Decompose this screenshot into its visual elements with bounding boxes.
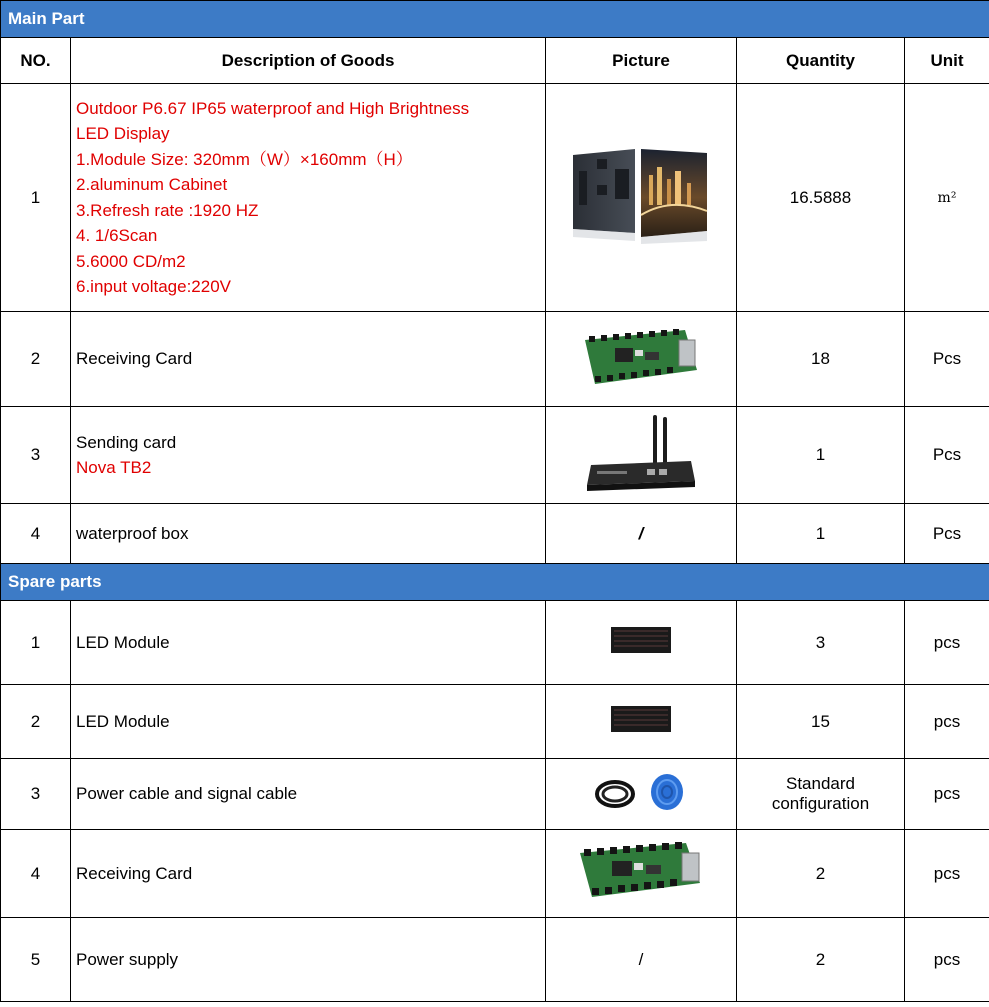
table-row	[1, 830, 989, 918]
row-description	[71, 407, 546, 504]
row-picture	[546, 601, 737, 685]
receiving-card-photo	[581, 326, 701, 388]
row-description: LED Module	[71, 685, 546, 759]
table-row	[1, 918, 989, 1002]
row-picture	[546, 407, 737, 504]
row-unit: Pcs	[905, 312, 989, 407]
desc-line: Sending card	[76, 432, 177, 452]
led-cabinet-photo	[571, 145, 711, 245]
header-picture: Picture	[546, 38, 737, 84]
table-row	[1, 504, 989, 564]
receiving-card-photo	[576, 841, 706, 901]
row-description: LED Module	[71, 601, 546, 685]
table-row	[1, 759, 989, 830]
header-quantity: Quantity	[737, 38, 905, 84]
desc-line: 4. 1/6Scan	[76, 226, 158, 245]
row-description: Receiving Card	[71, 830, 546, 918]
spare-parts-section	[1, 564, 989, 601]
header-no: NO.	[1, 38, 71, 84]
row-no: 3	[1, 759, 71, 830]
row-unit: pcs	[905, 601, 989, 685]
row-unit: pcs	[905, 830, 989, 918]
row-description: Power cable and signal cable	[71, 759, 546, 830]
desc-line: LED Display	[76, 124, 170, 143]
row-no: 1	[1, 601, 71, 685]
row-unit: Pcs	[905, 407, 989, 504]
row-description: Receiving Card	[71, 312, 546, 407]
row-unit: pcs	[905, 685, 989, 759]
desc-line: Outdoor P6.67 IP65 waterproof and High Brightness	[76, 98, 470, 118]
row-no: 4	[1, 830, 71, 918]
row-picture	[546, 84, 737, 312]
table-row	[1, 312, 989, 407]
row-quantity: 1	[737, 504, 905, 564]
led-module-photo	[611, 627, 671, 653]
header-unit: Unit	[905, 38, 989, 84]
row-quantity: 1	[737, 407, 905, 504]
row-quantity: 2	[737, 830, 905, 918]
row-picture	[546, 312, 737, 407]
quantity-line: configuration	[771, 794, 870, 813]
row-quantity: 15	[737, 685, 905, 759]
row-quantity	[737, 759, 905, 830]
header-row	[1, 38, 989, 84]
table-row	[1, 601, 989, 685]
table-row	[1, 685, 989, 759]
row-unit: m²	[905, 84, 989, 312]
table-row	[1, 84, 989, 312]
main-part-section	[1, 1, 989, 38]
row-picture-text: /	[546, 504, 737, 564]
row-unit: pcs	[905, 918, 989, 1002]
row-unit: pcs	[905, 759, 989, 830]
section-title: Main Part	[1, 1, 989, 38]
sending-card-box-photo	[581, 413, 701, 493]
row-description: Power supply	[71, 918, 546, 1002]
desc-line: 6.input voltage:220V	[76, 277, 232, 296]
led-module-photo	[611, 706, 671, 732]
row-no: 3	[1, 407, 71, 504]
row-picture	[546, 685, 737, 759]
desc-line: 5.6000 CD/m2	[76, 251, 186, 271]
row-no: 2	[1, 685, 71, 759]
desc-line: 2.aluminum Cabinet	[76, 175, 228, 194]
row-description: waterproof box	[71, 504, 546, 564]
row-picture	[546, 830, 737, 918]
row-unit: Pcs	[905, 504, 989, 564]
desc-line-red: Nova TB2	[76, 458, 152, 477]
row-quantity: 16.5888	[737, 84, 905, 312]
row-no: 4	[1, 504, 71, 564]
row-quantity: 3	[737, 601, 905, 685]
row-picture	[546, 759, 737, 830]
row-description	[71, 84, 546, 312]
row-no: 5	[1, 918, 71, 1002]
cables-photo	[591, 770, 691, 814]
table-row	[1, 407, 989, 504]
desc-line: 3.Refresh rate :1920 HZ	[76, 200, 259, 220]
desc-line: 1.Module Size: 320mm（W）×160mm（H）	[76, 149, 413, 169]
header-description: Description of Goods	[71, 38, 546, 84]
row-no: 2	[1, 312, 71, 407]
row-quantity: 2	[737, 918, 905, 1002]
quantity-line: Standard	[786, 774, 855, 793]
row-picture-text: /	[546, 918, 737, 1002]
row-quantity: 18	[737, 312, 905, 407]
section-title: Spare parts	[1, 564, 989, 601]
row-no: 1	[1, 84, 71, 312]
